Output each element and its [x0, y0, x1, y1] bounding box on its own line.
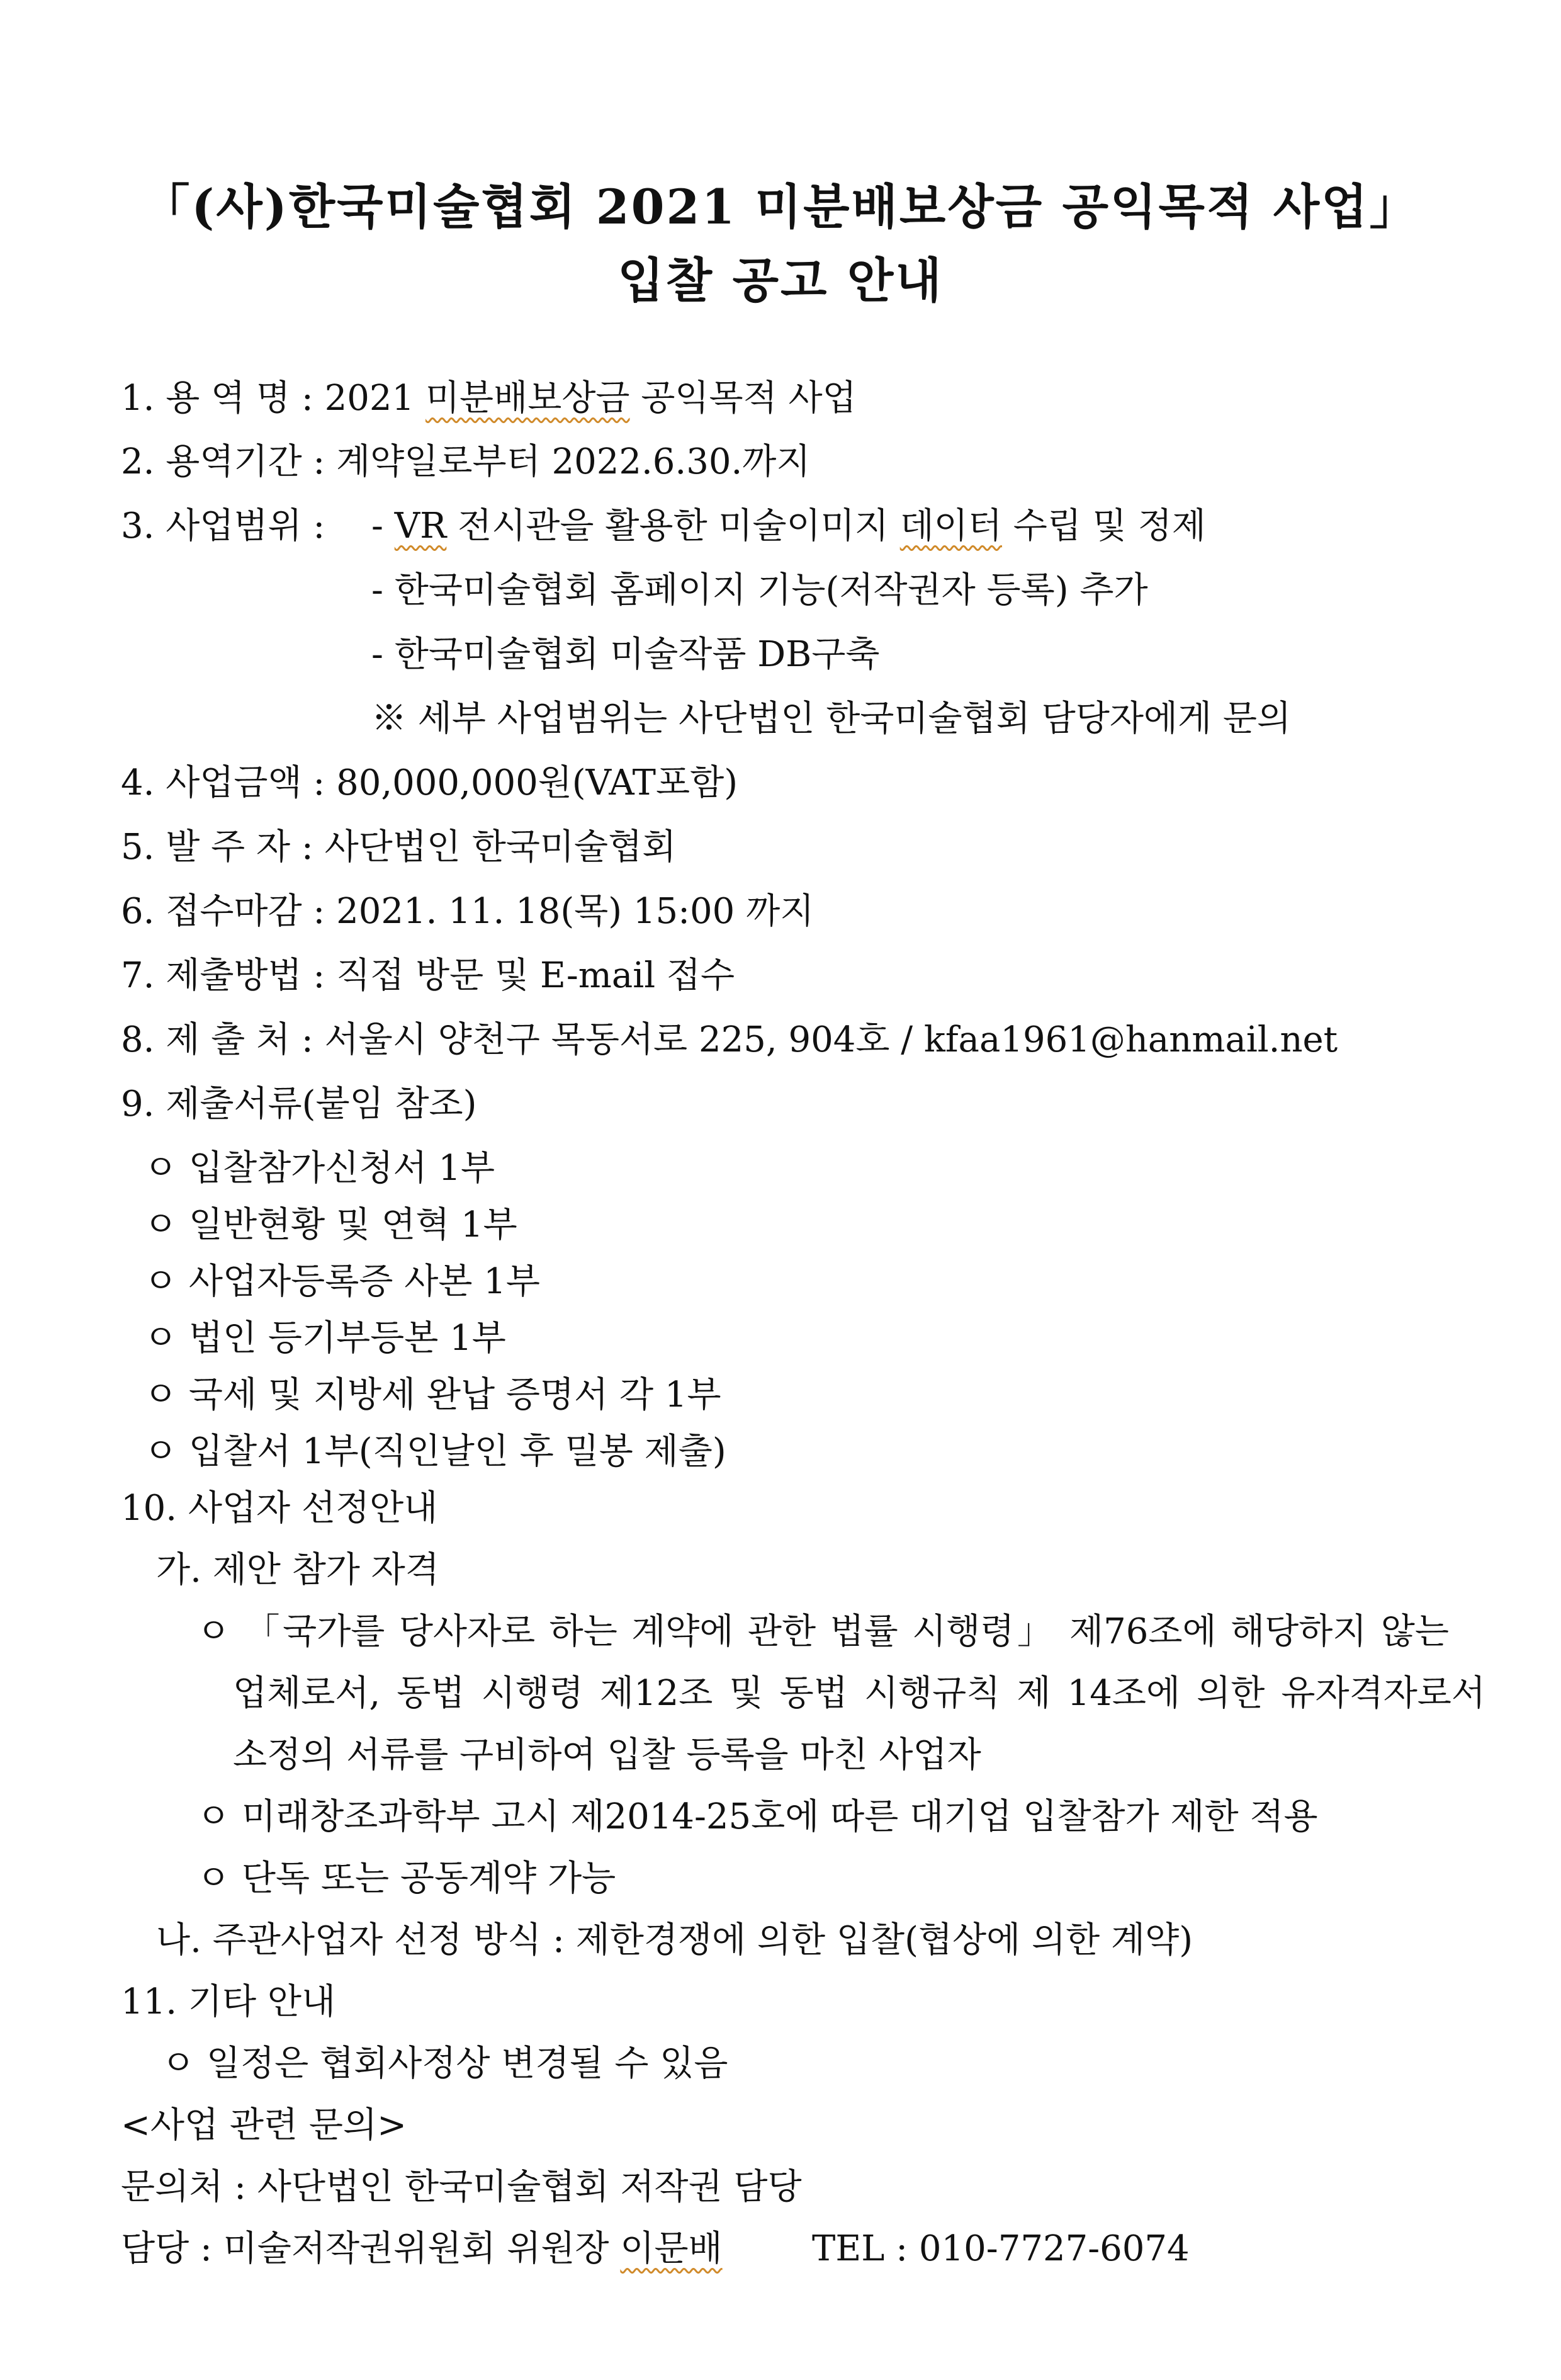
item-3-scope-note: ※ 세부 사업범위는 사단법인 한국미술협회 담당자에게 문의: [371, 698, 1292, 739]
title-line-1: 「(사)한국미술협회 2021 미분배보상금 공익목적 사업」: [142, 179, 1419, 235]
item-2-service-period: 2. 용역기간 : 계약일로부터 2022.6.30.까지: [121, 441, 811, 482]
qualification-point-3: ㅇ 단독 또는 공동계약 가능: [196, 1858, 616, 1899]
other-point-1: ㅇ 일정은 협회사정상 변경될 수 있음: [161, 2043, 728, 2084]
document-list-item: ㅇ 사업자등록증 사본 1부: [144, 1261, 540, 1302]
document-list-item: ㅇ 법인 등기부등본 1부: [144, 1318, 506, 1359]
qualification-line-2: 업체로서, 동법 시행령 제12조 및 동법 시행규칙 제 14조에 의한 유자격자로서: [233, 1673, 1485, 1714]
document-list-item: ㅇ 입찰참가신청서 1부: [144, 1148, 495, 1189]
item-3-scope-label: 3. 사업범위 :: [121, 506, 325, 547]
item-8-submit-address: 8. 제 출 처 : 서울시 양천구 목동서로 225, 904호 / kfaa1961@hanmail.net: [121, 1019, 1338, 1060]
item-3-scope-line-3: - 한국미술협회 미술작품 DB구축: [371, 634, 880, 675]
item-1-service-name: 1. 용 역 명 : 2021 미분배보상금 공익목적 사업: [121, 378, 857, 419]
document-list-item: ㅇ 입찰서 1부(직인날인 후 밀봉 제출): [144, 1431, 726, 1472]
item-10-ga: 가. 제안 참가 자격: [156, 1550, 439, 1590]
item-10-selection: 10. 사업자 선정안내: [121, 1488, 438, 1529]
item-9-documents: 9. 제출서류(붙임 참조): [121, 1084, 477, 1125]
contact-line-1: 문의처 : 사단법인 한국미술협회 저작권 담당: [121, 2167, 802, 2207]
item-3-scope-line-2: - 한국미술협회 홈페이지 기능(저작권자 등록) 추가: [371, 570, 1148, 611]
title-line-2: 입찰 공고 안내: [617, 252, 944, 309]
document-subtitle: [0, 242, 1561, 311]
item-6-deadline: 6. 접수마감 : 2021. 11. 18(목) 15:00 까지: [121, 891, 814, 932]
item-10-na: 나. 주관사업자 선정 방식 : 제한경쟁에 의한 입찰(협상에 의한 계약): [156, 1920, 1193, 1961]
item-4-amount: 4. 사업금액 : 80,000,000원(VAT포함): [121, 762, 738, 803]
qualification-line-3: 소정의 서류를 구비하여 입찰 등록을 마친 사업자: [233, 1735, 981, 1776]
qualification-point-2: ㅇ 미래창조과학부 고시 제2014-25호에 따른 대기업 입찰참가 제한 적용: [196, 1796, 1318, 1837]
contact-phone: TEL : 010-7727-6074: [812, 2228, 1190, 2269]
item-11-other: 11. 기타 안내: [121, 1981, 336, 2022]
qualification-line-1: ㅇ 「국가를 당사자로 하는 계약에 관한 법률 시행령」 제76조에 해당하지 않는: [196, 1611, 1449, 1652]
contact-header: <사업 관련 문의>: [121, 2105, 407, 2146]
document-title: [0, 169, 1561, 237]
document-list-item: ㅇ 일반현황 및 연혁 1부: [144, 1204, 517, 1245]
item-5-orderer: 5. 발 주 자 : 사단법인 한국미술협회: [121, 827, 677, 868]
contact-name: 이문배: [620, 2228, 723, 2269]
document-list-item: ㅇ 국세 및 지방세 완납 증명서 각 1부: [144, 1374, 721, 1415]
contact-line-2: 담당 : 미술저작권위원회 위원장 이문배: [121, 2228, 723, 2269]
item-3-scope-line-1: - VR 전시관을 활용한 미술이미지 데이터 수립 및 정제: [371, 506, 1206, 547]
item-7-submit-method: 7. 제출방법 : 직접 방문 및 E-mail 접수: [121, 955, 735, 996]
